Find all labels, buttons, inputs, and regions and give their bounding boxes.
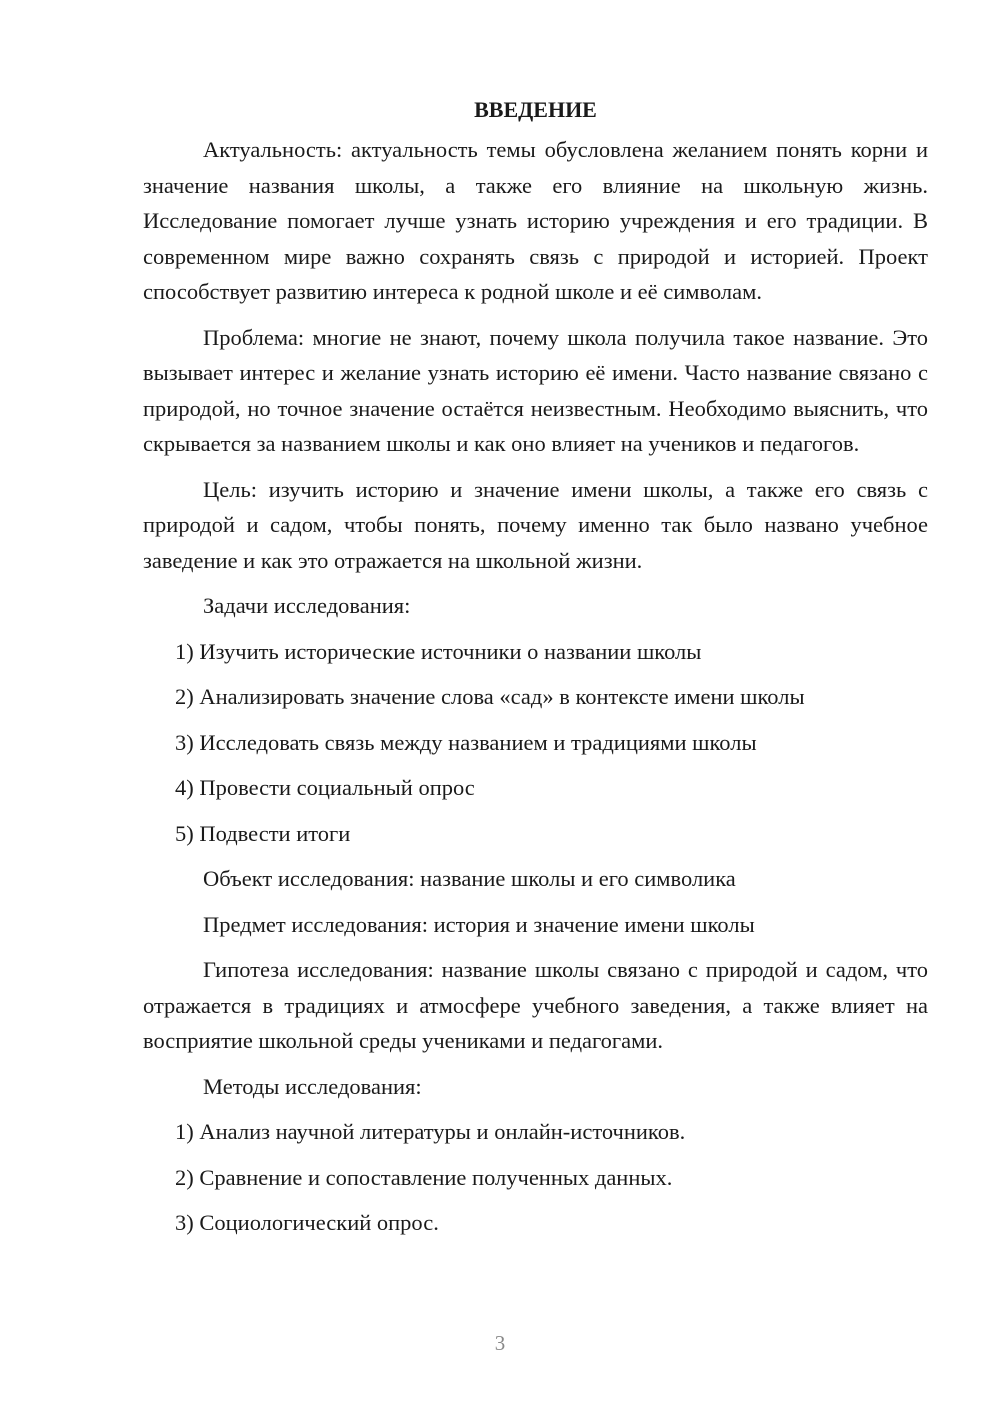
method-item: 3) Социологический опрос. <box>175 1210 439 1235</box>
task-item: 2) Анализировать значение слова «сад» в контексте имени школы <box>175 684 805 709</box>
section-title: ВВЕДЕНИЕ <box>474 97 597 122</box>
methods-list <box>143 1114 928 1241</box>
task-item: 1) Изучить исторические источники о названии школы <box>175 638 702 664</box>
hypothesis-paragraph: Гипотеза исследования: название школы связано с природой и садом, что отражается в традициях и атмосфере учебного заведения, а также влияет на восприятие школьной среды учениками и педагогами. <box>143 957 928 1053</box>
task-item: 5) Подвести итоги <box>175 820 351 846</box>
actuality-paragraph: Актуальность: актуальность темы обусловлена желанием понять корни и значение названия школы, а также его влияние на школьную жизнь. Исследование помогает лучше узнать историю учреждения и его традиции. В современном мире важно сохранять связь с природой и историей. Проект способствует развитию интереса к родной школе и её символам. <box>143 137 928 304</box>
task-item: 4) Провести социальный опрос <box>175 775 475 800</box>
page-number: 3 <box>494 1331 506 1355</box>
tasks-heading: Задачи исследования: <box>203 593 411 618</box>
task-item: 3) Исследовать связь между названием и традициями школы <box>175 729 757 755</box>
research-subject: Предмет исследования: история и значение имени школы <box>203 911 755 937</box>
method-item: 2) Сравнение и сопоставление полученных данных. <box>175 1164 673 1190</box>
goal-paragraph: Цель: изучить историю и значение имени школы, а также его связь с природой и садом, чтобы понять, почему именно так было названо учебное заведение и как это отражается на школьной жизни. <box>143 476 928 573</box>
methods-heading: Методы исследования: <box>203 1073 422 1099</box>
document-page <box>143 92 928 1251</box>
research-object: Объект исследования: название школы и его символика <box>203 866 736 891</box>
method-item: 1) Анализ научной литературы и онлайн-источников. <box>175 1119 686 1144</box>
problem-paragraph: Проблема: многие не знают, почему школа получила такое название. Это вызывает интерес и желание узнать историю её имени. Часто название связано с природой, но точное значение остаётся неизвестным. Необходимо выяснить, что скрывается за названием школы и как оно влияет на учеников и педагогов. <box>143 324 928 456</box>
tasks-list <box>143 634 928 852</box>
